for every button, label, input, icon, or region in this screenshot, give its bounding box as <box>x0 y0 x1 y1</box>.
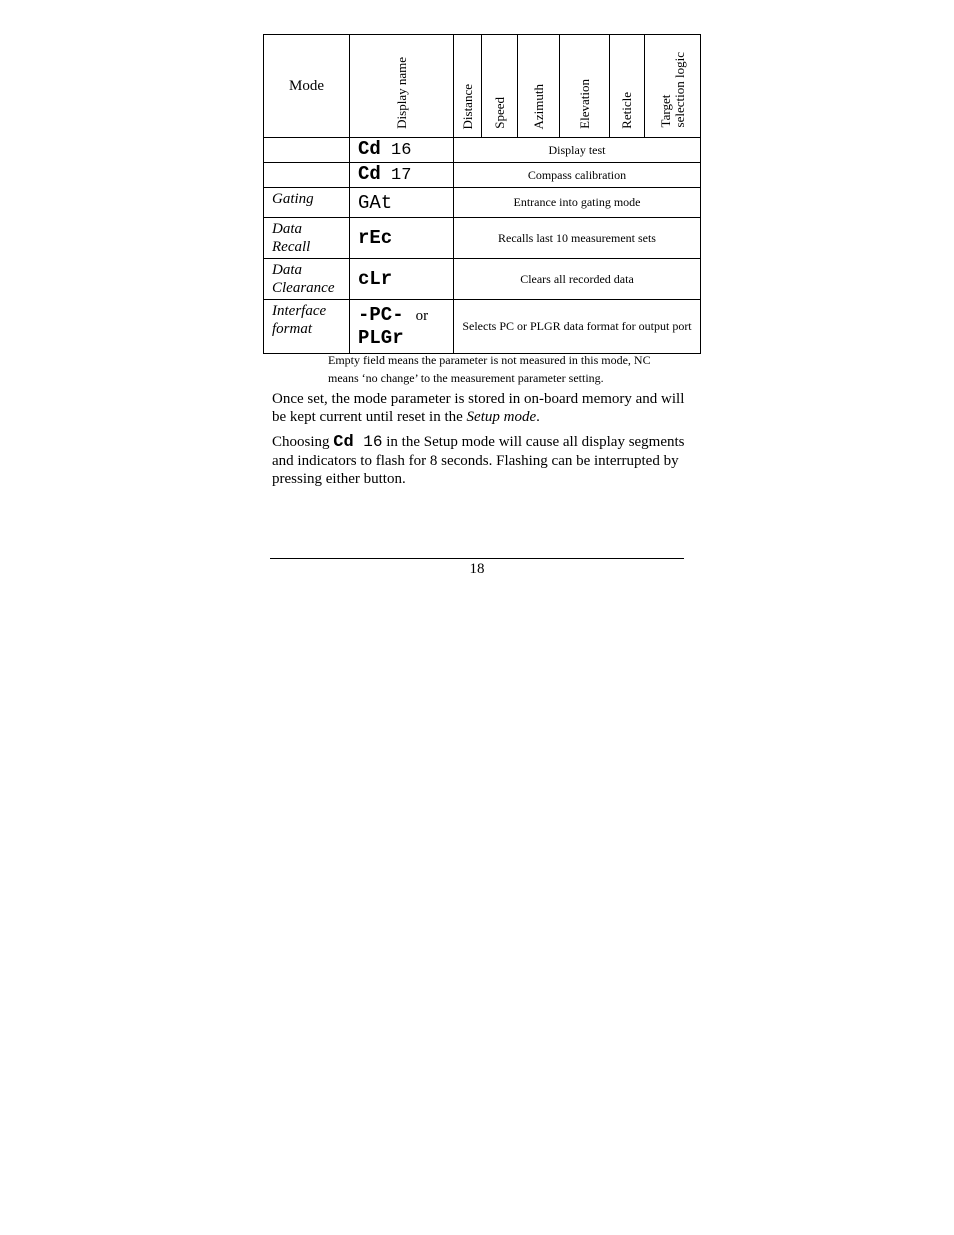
display-name-cell: cLr <box>350 259 454 300</box>
description-cell: Entrance into gating mode <box>454 188 701 218</box>
description-cell: Compass calibration <box>454 163 701 188</box>
mode-cell: Data Clearance <box>264 259 350 300</box>
display-name-cell: GAt <box>350 188 454 218</box>
paragraph-mode-memory: Once set, the mode parameter is stored in on-board memory and will be kept current until reset in the Setup mode. <box>272 391 685 425</box>
header-distance: Distance <box>454 35 482 138</box>
header-target-selection-logic: Target selection logic <box>645 35 701 138</box>
mode-cell: Gating <box>264 188 350 218</box>
header-azimuth: Azimuth <box>518 35 560 138</box>
mode-cell <box>264 163 350 188</box>
description-cell: Display test <box>454 138 701 163</box>
display-name-cell: Cd 17 <box>350 163 454 188</box>
table-row <box>264 138 701 163</box>
header-speed: Speed <box>482 35 518 138</box>
table-row <box>264 163 701 188</box>
header-reticle: Reticle <box>610 35 645 138</box>
mode-cell: Interface format <box>264 300 350 354</box>
table-note: Empty field means the parameter is not measured in this mode, NC means ‘no change’ to the measurement parameter setting. <box>328 353 651 385</box>
table-row <box>264 218 701 259</box>
page-number: 18 <box>469 561 485 577</box>
table-row <box>264 259 701 300</box>
paragraph-display-test: Choosing Cd 16 in the Setup mode will cause all display segments and indicators to flash for 8 seconds. Flashing can be interrupted by pressing either button. <box>272 433 685 487</box>
description-cell: Clears all recorded data <box>454 259 701 300</box>
display-name-cell: rEc <box>350 218 454 259</box>
description-cell: Recalls last 10 measurement sets <box>454 218 701 259</box>
description-cell: Selects PC or PLGR data format for output port <box>454 300 701 354</box>
table-row <box>264 300 701 354</box>
header-mode: Mode <box>264 35 350 138</box>
mode-table <box>263 34 701 354</box>
display-name-cell: -PC- or PLGr <box>350 300 454 354</box>
header-elevation: Elevation <box>560 35 610 138</box>
table-header-row <box>264 35 701 138</box>
display-name-cell: Cd 16 <box>350 138 454 163</box>
header-display-name: Display name <box>350 35 454 138</box>
table-row <box>264 188 701 218</box>
mode-cell <box>264 138 350 163</box>
footer-rule <box>270 558 684 559</box>
mode-cell: Data Recall <box>264 218 350 259</box>
